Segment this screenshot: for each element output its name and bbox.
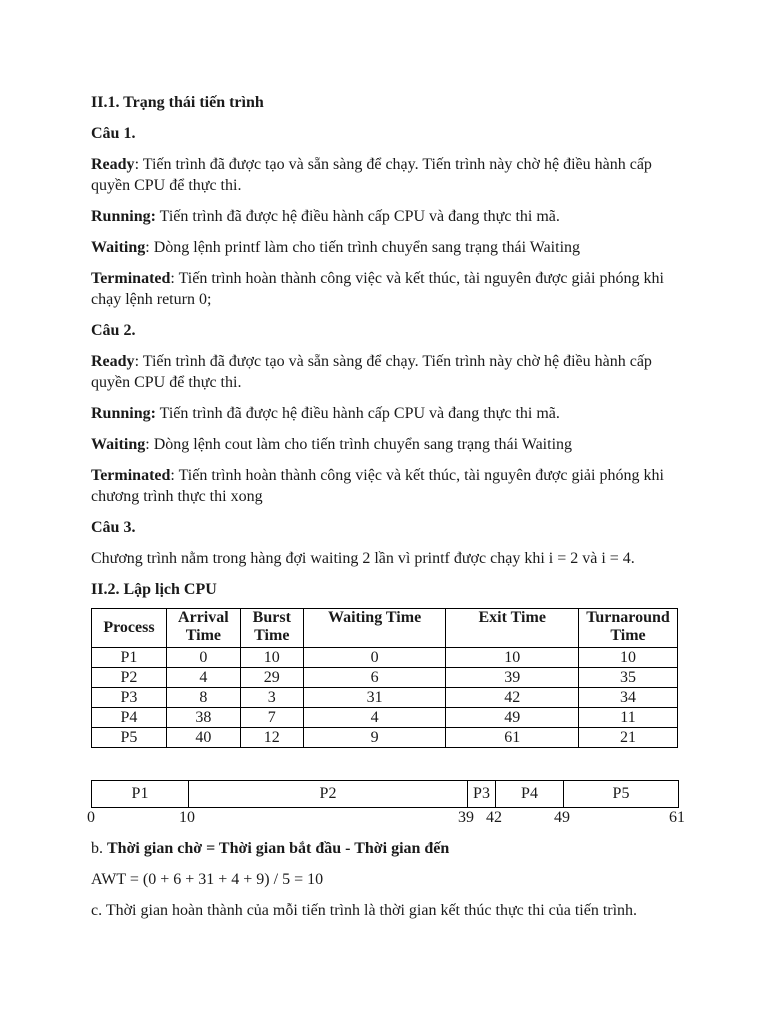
col-header: Process — [92, 609, 167, 648]
table-cell: 49 — [446, 708, 579, 728]
state-term: Running: — [91, 208, 156, 225]
table-cell: 35 — [579, 668, 678, 688]
q1-waiting — [91, 237, 681, 258]
table-cell: 4 — [166, 668, 240, 688]
table-cell: 0 — [166, 648, 240, 668]
q1-ready — [91, 154, 681, 196]
term-sep: : — [170, 270, 175, 287]
state-term: Waiting — [91, 436, 146, 453]
state-desc: Dòng lệnh printf làm cho tiến trình chuyển sang trạng thái Waiting — [149, 239, 581, 256]
term-sep: : — [134, 353, 140, 370]
state-term: Ready — [91, 353, 135, 370]
state-desc: Tiến trình hoàn thành công việc và kết thúc, tài nguyên được giải phóng khi chương trình thực thi xong — [91, 467, 664, 505]
table-row — [92, 708, 678, 728]
table-cell: 4 — [303, 708, 446, 728]
state-desc: Tiến trình đã được tạo và sẵn sàng để chạy. Tiến trình này chờ hệ điều hành cấp quyền CPU để thực thi. — [91, 353, 652, 391]
gantt-segment-p4: P4 — [495, 781, 563, 807]
table-cell: P1 — [92, 648, 167, 668]
scheduling-table — [91, 608, 678, 748]
q2-terminated — [91, 465, 681, 507]
col-header: Arrival Time — [166, 609, 240, 648]
gantt-tick-label: 49 — [554, 809, 570, 826]
term-sep: : — [145, 239, 150, 256]
state-desc: Tiến trình đã được hệ điều hành cấp CPU và đang thực thi mã. — [155, 405, 560, 422]
gantt-chart — [87, 780, 685, 832]
gantt-segment-p1: P1 — [131, 785, 149, 802]
table-cell: 8 — [166, 688, 240, 708]
gantt-segment-p3: P3 — [467, 781, 495, 807]
gantt-tick-label: 10 — [179, 809, 195, 826]
gantt-tick-label: 42 — [486, 809, 502, 826]
table-cell: P3 — [92, 688, 167, 708]
table-cell: 29 — [240, 668, 303, 688]
state-desc: Dòng lệnh cout làm cho tiến trình chuyển sang trạng thái Waiting — [149, 436, 573, 453]
table-cell: 10 — [579, 648, 678, 668]
table-cell: 61 — [446, 728, 579, 748]
awt-calculation: AWT = (0 + 6 + 31 + 4 + 9) / 5 = 10 — [91, 871, 324, 888]
question-1-heading: Câu 1. — [91, 125, 136, 142]
table-cell: 7 — [240, 708, 303, 728]
table-cell: P2 — [92, 668, 167, 688]
gantt-tick-label: 0 — [87, 809, 95, 826]
table-cell: 6 — [303, 668, 446, 688]
section-title-process-states: II.1. Trạng thái tiến trình — [91, 94, 264, 111]
table-cell: 12 — [240, 728, 303, 748]
part-c-text: c. Thời gian hoàn thành của mỗi tiến trình là thời gian kết thúc thực thi của tiến trình. — [91, 902, 638, 919]
table-row — [92, 648, 678, 668]
part-b-formula — [91, 838, 681, 859]
table-cell: 21 — [579, 728, 678, 748]
state-term: Ready — [91, 156, 135, 173]
col-header: Turnaround Time — [579, 609, 678, 648]
table-cell: 3 — [240, 688, 303, 708]
part-b-prefix: b. — [91, 840, 107, 857]
section-title-cpu-scheduling: II.2. Lập lịch CPU — [91, 581, 217, 598]
gantt-tick-label: 39 — [458, 809, 474, 826]
term-sep: : — [134, 156, 140, 173]
state-term: Terminated — [91, 467, 171, 484]
table-cell: P5 — [92, 728, 167, 748]
table-cell: 42 — [446, 688, 579, 708]
table-cell: 9 — [303, 728, 446, 748]
table-cell: 34 — [579, 688, 678, 708]
question-2-heading: Câu 2. — [91, 322, 136, 339]
col-header: Burst Time — [240, 609, 303, 648]
term-sep: : — [145, 436, 150, 453]
gantt-bar — [91, 780, 679, 808]
col-header: Exit Time — [446, 609, 579, 648]
table-cell: 10 — [240, 648, 303, 668]
table-cell: 31 — [303, 688, 446, 708]
table-cell: 0 — [303, 648, 446, 668]
table-cell: P4 — [92, 708, 167, 728]
state-term: Waiting — [91, 239, 146, 256]
table-header-row — [92, 609, 678, 648]
q1-running — [91, 206, 681, 227]
col-header: Waiting Time — [303, 609, 446, 648]
table-row — [92, 728, 678, 748]
table-cell: 38 — [166, 708, 240, 728]
table-cell: 39 — [446, 668, 579, 688]
table-row — [92, 668, 678, 688]
state-desc: Tiến trình đã được tạo và sẵn sàng để chạy. Tiến trình này chờ hệ điều hành cấp quyền CPU để thực thi. — [91, 156, 652, 194]
state-desc: Tiến trình đã được hệ điều hành cấp CPU và đang thực thi mã. — [155, 208, 560, 225]
table-cell: 11 — [579, 708, 678, 728]
question-3-heading: Câu 3. — [91, 519, 136, 536]
gantt-tick-label: 61 — [669, 809, 685, 826]
table-row — [92, 688, 678, 708]
q3-answer: Chương trình nằm trong hàng đợi waiting 2 lần vì printf được chạy khi i = 2 và i = 4. — [91, 550, 635, 567]
term-sep: : — [170, 467, 175, 484]
q2-ready — [91, 351, 681, 393]
table-cell: 40 — [166, 728, 240, 748]
q2-running — [91, 403, 681, 424]
q2-waiting — [91, 434, 681, 455]
part-b-formula-text: Thời gian chờ = Thời gian bắt đầu - Thời gian đến — [107, 840, 450, 857]
document-page — [87, 92, 685, 931]
gantt-segment-p2: P2 — [188, 781, 467, 807]
state-term: Running: — [91, 405, 156, 422]
state-desc: Tiến trình hoàn thành công việc và kết thúc, tài nguyên được giải phóng khi chạy lệnh return 0; — [91, 270, 664, 308]
table-cell: 10 — [446, 648, 579, 668]
state-term: Terminated — [91, 270, 171, 287]
gantt-segment-p5: P5 — [563, 781, 678, 807]
q1-terminated — [91, 268, 681, 310]
